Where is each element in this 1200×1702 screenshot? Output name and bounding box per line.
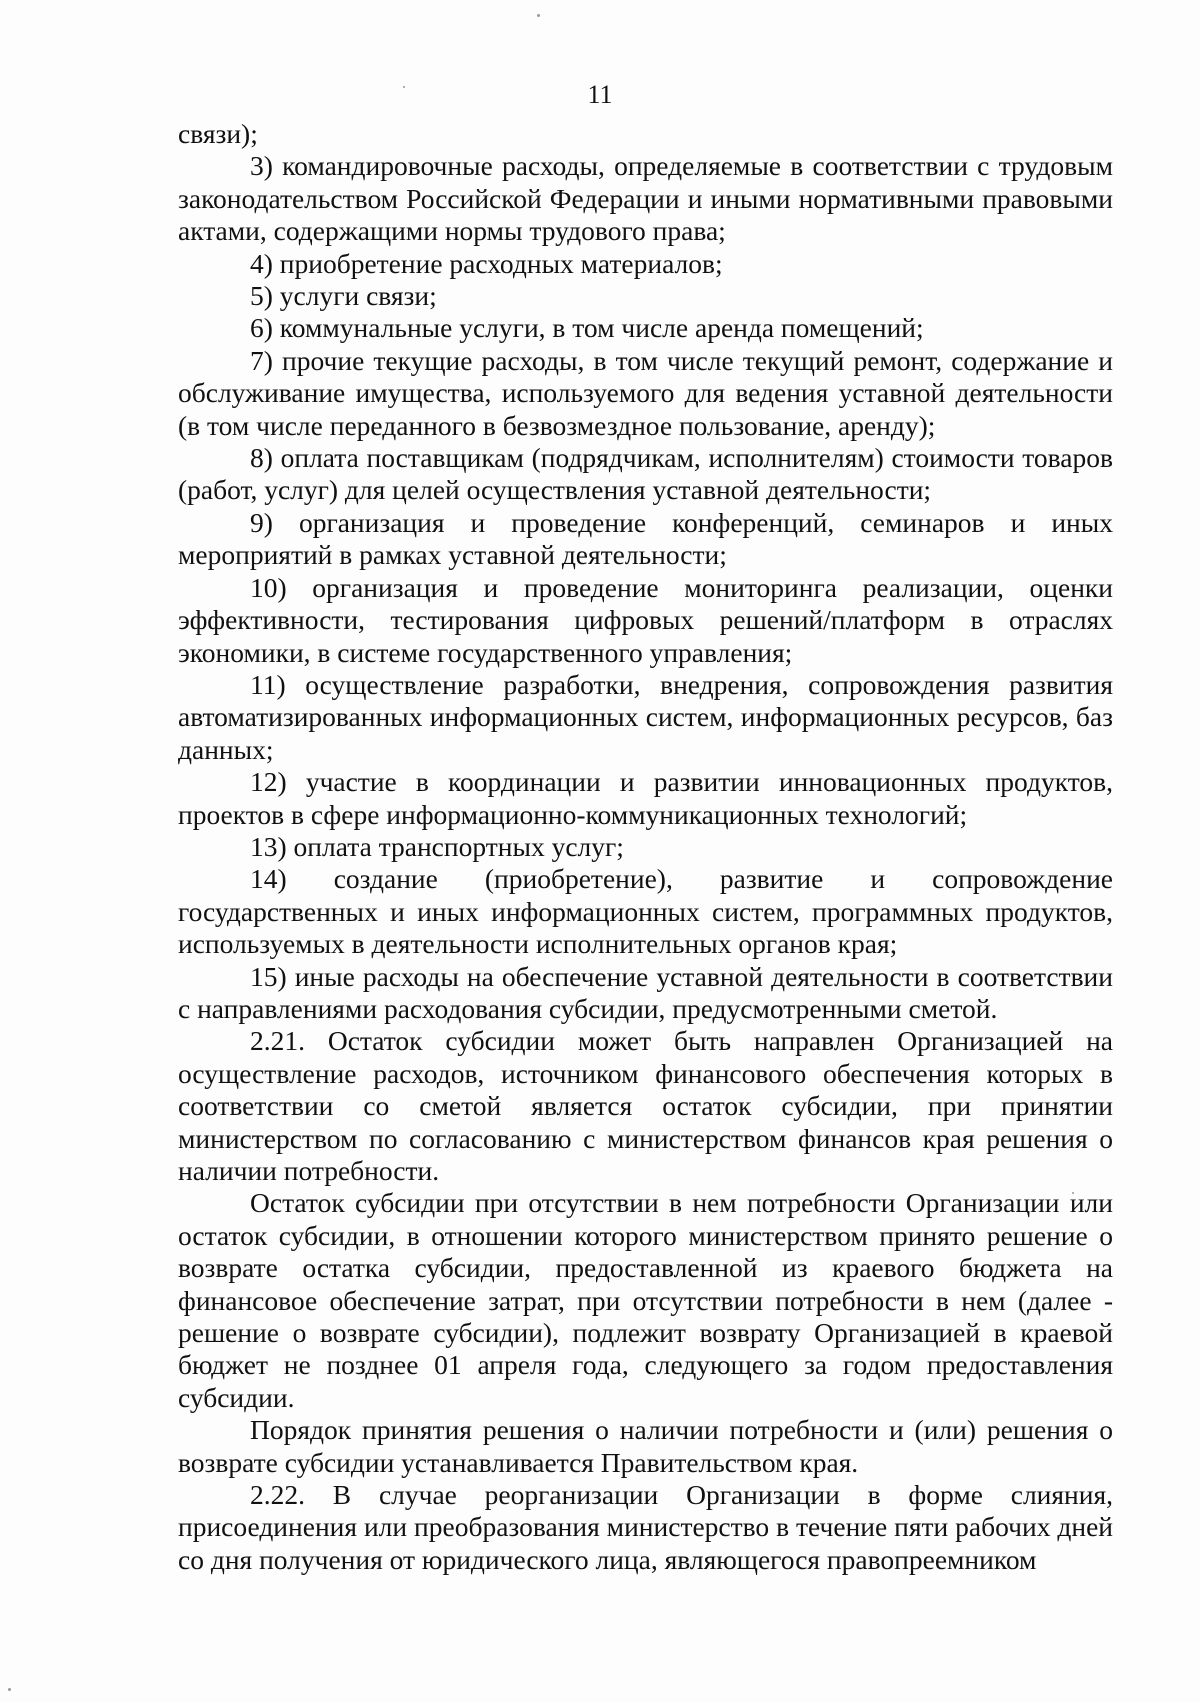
scan-speck <box>8 1688 11 1691</box>
list-item-7: 7) прочие текущие расходы, в том числе текущий ремонт, содержание и обслуживание имущества, используемого для ведения уставной деятельности (в том числе переданного в безвозмездное пользование, аренду); <box>178 344 1113 441</box>
list-item-12: 12) участие в координации и развитии инновационных продуктов, проектов в сфере информационно-коммуникационных технологий; <box>178 766 1113 830</box>
list-item-14: 14) создание (приобретение), развитие и сопровождение государственных и иных информационных систем, программных продуктов, используемых в деятельности исполнительных органов края; <box>178 863 1113 960</box>
page-number: 11 <box>587 80 613 109</box>
list-item-11: 11) осуществление разработки, внедрения, сопровождения развития автоматизированных информационных систем, информационных ресурсов, баз данных; <box>178 668 1113 765</box>
list-item-5: 5) услуги связи; <box>250 280 437 312</box>
scan-speck <box>537 14 540 17</box>
clause-2-21: 2.21. Остаток субсидии может быть направлен Организацией на осуществление расходов, источником финансового обеспечения которых в соответствии со сметой является остаток субсидии, при принятии министерством по согласованию с министерством финансов края решения о наличии потребности. <box>178 1025 1113 1186</box>
list-item-9: 9) организация и проведение конференций, семинаров и иных мероприятий в рамках уставной деятельности; <box>178 506 1113 571</box>
list-item-8: 8) оплата поставщикам (подрядчикам, исполнителям) стоимости товаров (работ, услуг) для целей осуществления уставной деятельности; <box>178 442 1113 506</box>
list-item-3: 3) командировочные расходы, определяемые в соответствии с трудовым законодательством Российской Федерации и иными нормативными правовыми актами, содержащими нормы трудового права; <box>178 150 1113 247</box>
paragraph: связи); <box>178 118 258 149</box>
clause-2-22: 2.22. В случае реорганизации Организации в форме слияния, присоединения или преобразования министерство в течение пяти рабочих дней со дня получения от юридического лица, являющегося правопреемником <box>178 1479 1113 1575</box>
list-item-13: 13) оплата транспортных услуг; <box>250 830 624 862</box>
list-item-4: 4) приобретение расходных материалов; <box>250 247 723 279</box>
paragraph: Порядок принятия решения о наличии потребности и (или) решения о возврате субсидии устанавливается Правительством края. <box>178 1414 1113 1478</box>
paragraph: Остаток субсидии при отсутствии в нем потребности Организации или остаток субсидии, в отношении которого министерством принято решение о возврате остатка субсидии, предоставленной из краевого бюджета на финансовое обеспечение затрат, при отсутствии потребности в нем (далее - решение о возврате субсидии), подлежит возврату Организацией в краевой бюджет не позднее 01 апреля года, следующего за годом предоставления субсидии. <box>178 1187 1113 1413</box>
list-item-6: 6) коммунальные услуги, в том числе аренда помещений; <box>250 312 924 344</box>
document-body <box>178 118 1113 1576</box>
list-item-15: 15) иные расходы на обеспечение уставной деятельности в соответствии с направлениями расходования субсидии, предусмотренными сметой. <box>178 960 1113 1024</box>
list-item-10: 10) организация и проведение мониторинга реализации, оценки эффективности, тестирования цифровых решений/платформ в отраслях экономики, в системе государственного управления; <box>178 571 1113 668</box>
